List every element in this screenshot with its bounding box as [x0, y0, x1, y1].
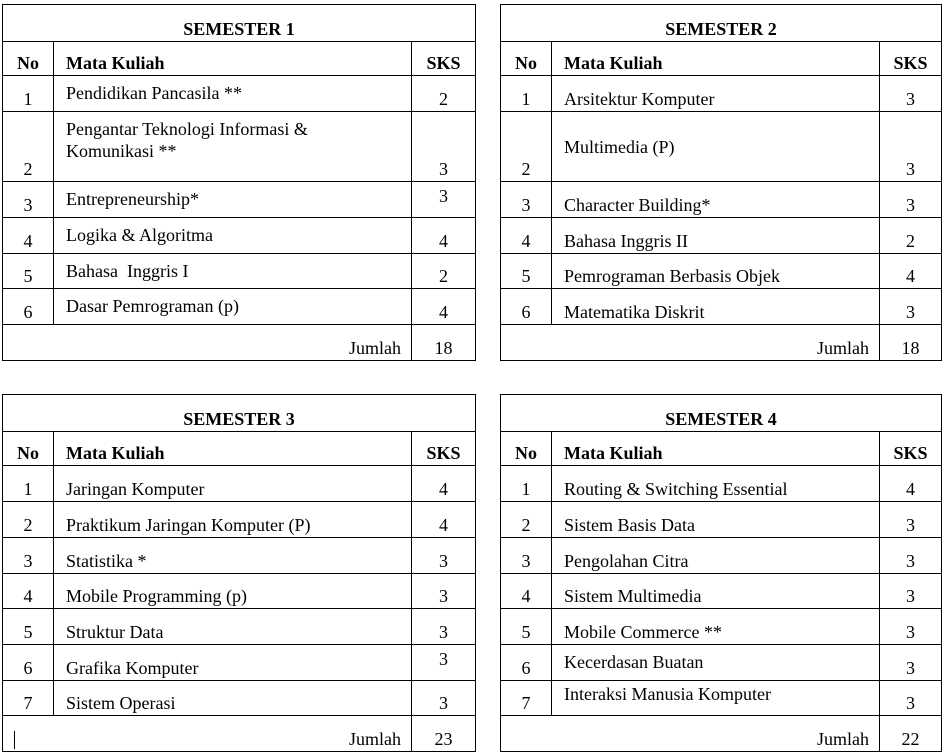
course-credits: 3 [412, 574, 476, 609]
semester-title: SEMESTER 3 [3, 395, 476, 432]
row-number: 6 [501, 289, 552, 325]
table-row [3, 218, 476, 254]
row-number: 2 [3, 502, 54, 538]
course-name: Pengantar Teknologi Informasi & Komunikasi ** [54, 112, 412, 182]
table-row [501, 502, 942, 538]
course-credits: 4 [412, 466, 476, 502]
course-name: Bahasa Inggris I [54, 254, 412, 289]
row-number: 3 [501, 182, 552, 218]
column-header-course: Mata Kuliah [54, 42, 412, 76]
row-number: 5 [501, 609, 552, 645]
course-name: Arsitektur Komputer [552, 76, 880, 112]
course-credits: 3 [412, 182, 476, 218]
course-name: Pemrograman Berbasis Objek [552, 254, 880, 289]
course-credits: 2 [880, 218, 942, 254]
course-credits: 3 [412, 681, 476, 716]
column-header-credits: SKS [412, 42, 476, 76]
course-name: Bahasa Inggris II [552, 218, 880, 254]
course-credits: 3 [880, 609, 942, 645]
course-name: Multimedia (P) [552, 112, 880, 182]
course-name: Entrepreneurship* [54, 182, 412, 218]
table-row [3, 681, 476, 716]
course-name: Praktikum Jaringan Komputer (P) [54, 502, 412, 538]
table-row [501, 609, 942, 645]
row-number: 1 [501, 76, 552, 112]
course-credits: 3 [412, 538, 476, 574]
column-header-no: No [501, 42, 552, 76]
course-credits: 2 [412, 76, 476, 112]
table-row [501, 112, 942, 182]
row-number: 5 [3, 609, 54, 645]
column-header-course: Mata Kuliah [552, 432, 880, 466]
course-name: Grafika Komputer [54, 645, 412, 681]
table-row [3, 645, 476, 681]
row-number: 2 [501, 502, 552, 538]
course-name: Jaringan Komputer [54, 466, 412, 502]
table-row [501, 218, 942, 254]
table-row [3, 76, 476, 112]
course-name: Mobile Commerce ** [552, 609, 880, 645]
course-name: Statistika * [54, 538, 412, 574]
course-credits: 3 [880, 645, 942, 681]
semester-1-table [2, 4, 476, 361]
table-row [3, 254, 476, 289]
course-credits: 3 [412, 609, 476, 645]
row-number: 1 [3, 466, 54, 502]
course-credits: 3 [880, 538, 942, 574]
table-row [3, 574, 476, 609]
course-name: Struktur Data [54, 609, 412, 645]
table-row [3, 182, 476, 218]
row-number: 4 [3, 574, 54, 609]
row-number: 3 [3, 182, 54, 218]
table-row [501, 182, 942, 218]
course-credits: 2 [412, 254, 476, 289]
course-credits: 4 [412, 218, 476, 254]
table-row [501, 289, 942, 325]
course-credits: 3 [880, 502, 942, 538]
course-credits: 3 [880, 76, 942, 112]
semester-title: SEMESTER 1 [3, 5, 476, 42]
course-name: Sistem Multimedia [552, 574, 880, 609]
table-row [3, 112, 476, 182]
row-number: 2 [501, 112, 552, 182]
course-name: Kecerdasan Buatan [552, 645, 880, 681]
total-credits: 18 [412, 325, 476, 361]
column-header-no: No [3, 42, 54, 76]
table-row [3, 538, 476, 574]
course-credits: 4 [412, 289, 476, 325]
table-row [501, 466, 942, 502]
course-credits: 3 [880, 289, 942, 325]
course-name: Interaksi Manusia Komputer [552, 681, 880, 716]
table-row [3, 609, 476, 645]
table-row [501, 538, 942, 574]
column-header-course: Mata Kuliah [54, 432, 412, 466]
course-name: Pengolahan Citra [552, 538, 880, 574]
course-name: Pendidikan Pancasila ** [54, 76, 412, 112]
semester-title: SEMESTER 2 [501, 5, 942, 42]
table-row [3, 466, 476, 502]
row-number: 1 [3, 76, 54, 112]
column-header-no: No [501, 432, 552, 466]
row-number: 3 [3, 538, 54, 574]
text-cursor [14, 731, 15, 749]
course-credits: 3 [880, 182, 942, 218]
course-credits: 4 [412, 502, 476, 538]
row-number: 7 [3, 681, 54, 716]
course-credits: 3 [880, 112, 942, 182]
course-credits: 4 [880, 254, 942, 289]
course-name: Mobile Programming (p) [54, 574, 412, 609]
course-name: Matematika Diskrit [552, 289, 880, 325]
column-header-no: No [3, 432, 54, 466]
column-header-credits: SKS [880, 432, 942, 466]
total-credits: 23 [412, 716, 476, 752]
course-credits: 3 [412, 645, 476, 681]
course-credits: 3 [412, 112, 476, 182]
table-row [501, 574, 942, 609]
table-row [501, 645, 942, 681]
course-credits: 3 [880, 681, 942, 716]
total-label: Jumlah [3, 325, 412, 361]
row-number: 5 [501, 254, 552, 289]
table-row [501, 76, 942, 112]
row-number: 4 [3, 218, 54, 254]
table-row [501, 254, 942, 289]
row-number: 5 [3, 254, 54, 289]
row-number: 4 [501, 574, 552, 609]
row-number: 1 [501, 466, 552, 502]
row-number: 3 [501, 538, 552, 574]
table-row [3, 502, 476, 538]
total-label: Jumlah [501, 716, 880, 752]
semester-3-table [2, 394, 476, 752]
column-header-credits: SKS [412, 432, 476, 466]
total-label: Jumlah [501, 325, 880, 361]
course-name: Character Building* [552, 182, 880, 218]
column-header-credits: SKS [880, 42, 942, 76]
table-row [501, 681, 942, 716]
course-credits: 4 [880, 466, 942, 502]
total-label: Jumlah [3, 716, 412, 752]
course-name: Dasar Pemrograman (p) [54, 289, 412, 325]
row-number: 6 [3, 289, 54, 325]
table-row [3, 289, 476, 325]
row-number: 6 [3, 645, 54, 681]
semester-4-table [500, 394, 942, 752]
row-number: 6 [501, 645, 552, 681]
total-credits: 22 [880, 716, 942, 752]
column-header-course: Mata Kuliah [552, 42, 880, 76]
row-number: 2 [3, 112, 54, 182]
semester-title: SEMESTER 4 [501, 395, 942, 432]
course-name: Routing & Switching Essential [552, 466, 880, 502]
course-credits: 3 [880, 574, 942, 609]
row-number: 4 [501, 218, 552, 254]
course-name: Sistem Basis Data [552, 502, 880, 538]
course-name: Sistem Operasi [54, 681, 412, 716]
course-name: Logika & Algoritma [54, 218, 412, 254]
row-number: 7 [501, 681, 552, 716]
total-credits: 18 [880, 325, 942, 361]
semester-2-table [500, 4, 942, 361]
